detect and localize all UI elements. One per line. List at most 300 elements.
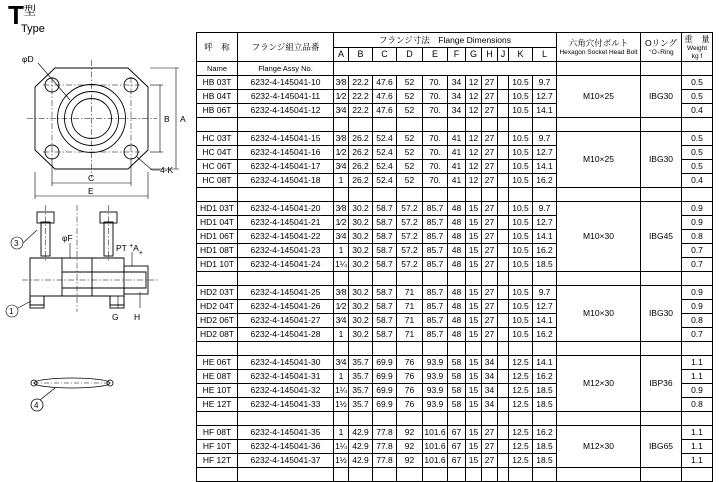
spacer-cell bbox=[197, 118, 238, 132]
cell-oring: IBP36 bbox=[641, 356, 682, 412]
cell-K: 12.5 bbox=[509, 398, 533, 412]
spacer-cell bbox=[682, 272, 713, 286]
spacer-cell bbox=[466, 188, 482, 202]
cell-E: 101.6 bbox=[423, 454, 448, 468]
spacer-cell bbox=[197, 412, 238, 426]
header-col-C: C bbox=[373, 48, 397, 62]
cell-B: 22.2 bbox=[349, 76, 373, 90]
cell-E: 85.7 bbox=[423, 314, 448, 328]
cell-G: 12 bbox=[466, 146, 482, 160]
spacer-cell bbox=[533, 412, 557, 426]
cell-B: 30.2 bbox=[349, 258, 373, 272]
cell-F: 67 bbox=[448, 440, 466, 454]
header-col-B: B bbox=[349, 48, 373, 62]
cell-G: 12 bbox=[466, 90, 482, 104]
spacer-cell bbox=[448, 342, 466, 356]
spacer-cell bbox=[533, 272, 557, 286]
spacer-cell bbox=[373, 118, 397, 132]
cell-H: 27 bbox=[482, 90, 498, 104]
page-title-sub: Type bbox=[21, 23, 45, 35]
cell-E: 93.9 bbox=[423, 356, 448, 370]
cell-D: 71 bbox=[397, 314, 423, 328]
cell-D: 57.2 bbox=[397, 202, 423, 216]
cell-H: 27 bbox=[482, 76, 498, 90]
cell-name: HB 03T bbox=[197, 76, 238, 90]
spacer-cell bbox=[557, 188, 641, 202]
spacer-cell bbox=[373, 342, 397, 356]
cell-weight: 1.1 bbox=[682, 370, 713, 384]
cell-D: 57.2 bbox=[397, 244, 423, 258]
spacer-cell bbox=[373, 412, 397, 426]
cell-L: 18.5 bbox=[533, 398, 557, 412]
header-col-F: F bbox=[448, 48, 466, 62]
cell-J bbox=[498, 230, 509, 244]
cell-F: 41 bbox=[448, 132, 466, 146]
header-name-jp: 呼 称 bbox=[197, 33, 238, 62]
cell-L: 18.5 bbox=[533, 258, 557, 272]
spacer-cell bbox=[466, 342, 482, 356]
spacer-cell bbox=[466, 118, 482, 132]
cell-weight: 0.5 bbox=[682, 132, 713, 146]
spacer-cell bbox=[448, 412, 466, 426]
cell-D: 52 bbox=[397, 90, 423, 104]
cell-bolt: M10×30 bbox=[557, 202, 641, 272]
cell-D: 92 bbox=[397, 454, 423, 468]
label-E: E bbox=[88, 186, 94, 196]
cell-B: 22.2 bbox=[349, 90, 373, 104]
cell-B: 26.2 bbox=[349, 160, 373, 174]
spacer-cell bbox=[641, 272, 682, 286]
cell-J bbox=[498, 286, 509, 300]
cell-oring: IBG30 bbox=[641, 286, 682, 342]
spacer-cell bbox=[498, 468, 509, 482]
cell-A: 3⁄4 bbox=[334, 230, 349, 244]
spacer-cell bbox=[238, 272, 334, 286]
cell-J bbox=[498, 258, 509, 272]
cell-H: 27 bbox=[482, 426, 498, 440]
cell-assy-no: 6232-4-145041-31 bbox=[238, 370, 334, 384]
cell-H: 27 bbox=[482, 230, 498, 244]
cell-oring: IBG45 bbox=[641, 202, 682, 272]
cell-F: 58 bbox=[448, 398, 466, 412]
spacer-cell bbox=[509, 118, 533, 132]
bolt-shank bbox=[104, 222, 113, 256]
cell-C: 52.4 bbox=[373, 174, 397, 188]
cell-weight: 0.8 bbox=[682, 314, 713, 328]
callout-3: 3 bbox=[14, 239, 19, 248]
spacer-cell bbox=[509, 188, 533, 202]
cell-G: 15 bbox=[466, 258, 482, 272]
cell-assy-no: 6232-4-145041-32 bbox=[238, 384, 334, 398]
cell-L: 12.7 bbox=[533, 216, 557, 230]
spacer-cell bbox=[238, 468, 334, 482]
header-bolt bbox=[557, 33, 641, 62]
spacer-cell bbox=[682, 342, 713, 356]
cell-B: 26.2 bbox=[349, 146, 373, 160]
cell-oring: IBG65 bbox=[641, 426, 682, 468]
header-col-K: K bbox=[509, 48, 533, 62]
label-H: H bbox=[134, 312, 141, 322]
cell-assy-no: 6232-4-145041-12 bbox=[238, 104, 334, 118]
cell-J bbox=[498, 202, 509, 216]
cell-B: 42.9 bbox=[349, 454, 373, 468]
cell-assy-no: 6232-4-145041-18 bbox=[238, 174, 334, 188]
spacer-cell bbox=[498, 272, 509, 286]
table-spacer-row bbox=[197, 272, 713, 286]
label-phiD: φD bbox=[22, 54, 34, 64]
cell-E: 93.9 bbox=[423, 398, 448, 412]
cell-G: 15 bbox=[466, 286, 482, 300]
spacer-cell bbox=[557, 342, 641, 356]
cell-C: 58.7 bbox=[373, 258, 397, 272]
page-title-main: $T^型$ bbox=[8, 0, 36, 30]
cell-E: 70. bbox=[423, 90, 448, 104]
cell-oring: IBG30 bbox=[641, 132, 682, 188]
cell-G: 15 bbox=[466, 244, 482, 258]
cell-name: HE 06T bbox=[197, 356, 238, 370]
cell-K: 10.5 bbox=[509, 146, 533, 160]
label-PT: PT $^+A_+$ bbox=[116, 242, 143, 257]
cell-H: 27 bbox=[482, 328, 498, 342]
cell-assy-no: 6232-4-145041-30 bbox=[238, 356, 334, 370]
cell-name: HD2 04T bbox=[197, 300, 238, 314]
cell-D: 52 bbox=[397, 146, 423, 160]
cell-name: HC 03T bbox=[197, 132, 238, 146]
spacer-cell bbox=[423, 188, 448, 202]
spacer-cell bbox=[498, 118, 509, 132]
cell-L: 9.7 bbox=[533, 132, 557, 146]
cell-A: 1⁄2 bbox=[334, 300, 349, 314]
header-assy-en: Flange Assy No. bbox=[238, 62, 334, 76]
cell-name: HC 04T bbox=[197, 146, 238, 160]
cell-name: HD1 04T bbox=[197, 216, 238, 230]
bolt-shank bbox=[41, 222, 50, 256]
cell-D: 71 bbox=[397, 328, 423, 342]
cell-F: 67 bbox=[448, 454, 466, 468]
cell-weight: 0.4 bbox=[682, 104, 713, 118]
cell-A: 1½ bbox=[334, 398, 349, 412]
spacer-cell bbox=[397, 188, 423, 202]
cell-assy-no: 6232-4-145041-28 bbox=[238, 328, 334, 342]
table-row[interactable] bbox=[197, 76, 713, 90]
cell-J bbox=[498, 356, 509, 370]
cell-G: 15 bbox=[466, 454, 482, 468]
cell-G: 15 bbox=[466, 230, 482, 244]
spacer-cell bbox=[682, 188, 713, 202]
cell-K: 12.5 bbox=[509, 440, 533, 454]
cell-name: HF 10T bbox=[197, 440, 238, 454]
cell-C: 52.4 bbox=[373, 160, 397, 174]
spacer-cell bbox=[334, 272, 349, 286]
spacer-cell bbox=[349, 342, 373, 356]
cell-E: 70. bbox=[423, 76, 448, 90]
cell-weight: 0.9 bbox=[682, 286, 713, 300]
cell-C: 58.7 bbox=[373, 230, 397, 244]
cell-E: 85.7 bbox=[423, 286, 448, 300]
cell-J bbox=[498, 440, 509, 454]
table-row[interactable] bbox=[197, 286, 713, 300]
cell-H: 34 bbox=[482, 398, 498, 412]
cell-weight: 1.1 bbox=[682, 454, 713, 468]
cell-C: 69.9 bbox=[373, 398, 397, 412]
cell-J bbox=[498, 132, 509, 146]
cell-G: 15 bbox=[466, 370, 482, 384]
cell-G: 15 bbox=[466, 356, 482, 370]
cell-J bbox=[498, 146, 509, 160]
cell-F: 48 bbox=[448, 244, 466, 258]
cell-A: 3⁄4 bbox=[334, 314, 349, 328]
cell-B: 30.2 bbox=[349, 244, 373, 258]
cell-K: 12.5 bbox=[509, 384, 533, 398]
cell-J bbox=[498, 454, 509, 468]
spacer-cell bbox=[197, 342, 238, 356]
cell-B: 26.2 bbox=[349, 132, 373, 146]
spacer-cell bbox=[423, 118, 448, 132]
cell-K: 10.5 bbox=[509, 258, 533, 272]
cell-C: 58.7 bbox=[373, 314, 397, 328]
table-spacer-row bbox=[197, 118, 713, 132]
cell-G: 12 bbox=[466, 160, 482, 174]
header-oring-jp: Oリング bbox=[645, 37, 677, 48]
cell-K: 10.5 bbox=[509, 76, 533, 90]
header-col-D: D bbox=[397, 48, 423, 62]
spacer-cell bbox=[533, 188, 557, 202]
cell-weight: 0.5 bbox=[682, 76, 713, 90]
technical-drawing-panel bbox=[0, 0, 196, 479]
spacer-cell bbox=[533, 468, 557, 482]
cell-weight: 0.4 bbox=[682, 174, 713, 188]
spacer-cell bbox=[397, 342, 423, 356]
cell-bolt: M12×30 bbox=[557, 356, 641, 412]
spacer-cell bbox=[397, 272, 423, 286]
cell-weight: 0.9 bbox=[682, 202, 713, 216]
cell-C: 58.7 bbox=[373, 286, 397, 300]
cell-K: 10.5 bbox=[509, 328, 533, 342]
spacer-cell bbox=[557, 118, 641, 132]
cell-assy-no: 6232-4-145041-35 bbox=[238, 426, 334, 440]
cell-D: 52 bbox=[397, 160, 423, 174]
cell-assy-no: 6232-4-145041-27 bbox=[238, 314, 334, 328]
cell-L: 18.5 bbox=[533, 454, 557, 468]
cell-E: 85.7 bbox=[423, 328, 448, 342]
cell-J bbox=[498, 174, 509, 188]
spacer-cell bbox=[238, 188, 334, 202]
cell-F: 48 bbox=[448, 300, 466, 314]
table-row[interactable] bbox=[197, 356, 713, 370]
cell-D: 52 bbox=[397, 76, 423, 90]
cell-C: 69.9 bbox=[373, 370, 397, 384]
cell-G: 15 bbox=[466, 426, 482, 440]
spacer-cell bbox=[349, 412, 373, 426]
spacer-cell bbox=[197, 468, 238, 482]
spacer-cell bbox=[448, 118, 466, 132]
cell-B: 30.2 bbox=[349, 202, 373, 216]
cell-J bbox=[498, 76, 509, 90]
spacer-cell bbox=[373, 468, 397, 482]
header-bolt-jp: 六角穴付ボルト bbox=[568, 37, 629, 48]
cell-G: 15 bbox=[466, 202, 482, 216]
cell-F: 48 bbox=[448, 216, 466, 230]
cell-H: 34 bbox=[482, 370, 498, 384]
spacer-cell bbox=[482, 342, 498, 356]
cell-assy-no: 6232-4-145041-37 bbox=[238, 454, 334, 468]
spacer-cell bbox=[509, 342, 533, 356]
spacer-cell bbox=[482, 272, 498, 286]
spacer-cell bbox=[641, 412, 682, 426]
cell-K: 12.5 bbox=[509, 370, 533, 384]
cell-J bbox=[498, 244, 509, 258]
header-col-H: H bbox=[482, 48, 498, 62]
header-flange-dimensions: フランジ寸法 Flange Dimensions bbox=[334, 33, 557, 48]
cell-F: 41 bbox=[448, 160, 466, 174]
header-bolt-en: Hexagon Socket Head Bolt bbox=[559, 48, 638, 56]
cell-C: 47.6 bbox=[373, 90, 397, 104]
cell-name: HE 10T bbox=[197, 384, 238, 398]
spacer-cell bbox=[466, 272, 482, 286]
spacer-cell bbox=[197, 272, 238, 286]
cell-G: 12 bbox=[466, 132, 482, 146]
cell-E: 85.7 bbox=[423, 244, 448, 258]
spacer-cell bbox=[334, 118, 349, 132]
cell-J bbox=[498, 104, 509, 118]
cell-weight: 0.5 bbox=[682, 146, 713, 160]
cell-name: HD2 06T bbox=[197, 314, 238, 328]
cell-A: 3⁄4 bbox=[334, 356, 349, 370]
header-col-E: E bbox=[423, 48, 448, 62]
cell-bolt: M10×25 bbox=[557, 76, 641, 118]
cell-C: 77.8 bbox=[373, 440, 397, 454]
cell-L: 14.1 bbox=[533, 160, 557, 174]
spacer-cell bbox=[509, 272, 533, 286]
cell-weight: 0.9 bbox=[682, 384, 713, 398]
cell-B: 30.2 bbox=[349, 300, 373, 314]
cell-J bbox=[498, 370, 509, 384]
header-col-J: J bbox=[498, 48, 509, 62]
cell-E: 85.7 bbox=[423, 202, 448, 216]
cell-F: 34 bbox=[448, 76, 466, 90]
spacer-cell bbox=[397, 412, 423, 426]
table-row[interactable] bbox=[197, 426, 713, 440]
cell-C: 58.7 bbox=[373, 328, 397, 342]
flange-drawing bbox=[0, 0, 196, 479]
cell-weight: 0.7 bbox=[682, 244, 713, 258]
cell-A: 3⁄4 bbox=[334, 160, 349, 174]
label-A: A bbox=[180, 114, 186, 124]
cell-L: 16.2 bbox=[533, 328, 557, 342]
cell-L: 18.5 bbox=[533, 384, 557, 398]
cell-K: 10.5 bbox=[509, 160, 533, 174]
cell-B: 30.2 bbox=[349, 314, 373, 328]
table-spacer-row bbox=[197, 188, 713, 202]
spacer-cell bbox=[423, 412, 448, 426]
cell-D: 92 bbox=[397, 426, 423, 440]
spacer-cell bbox=[641, 118, 682, 132]
cell-assy-no: 6232-4-145041-15 bbox=[238, 132, 334, 146]
spacer-cell bbox=[423, 468, 448, 482]
cell-G: 15 bbox=[466, 440, 482, 454]
cell-H: 27 bbox=[482, 132, 498, 146]
cell-G: 12 bbox=[466, 76, 482, 90]
cell-D: 76 bbox=[397, 356, 423, 370]
cell-L: 14.1 bbox=[533, 104, 557, 118]
cell-D: 57.2 bbox=[397, 216, 423, 230]
cell-H: 27 bbox=[482, 104, 498, 118]
cell-K: 10.5 bbox=[509, 244, 533, 258]
spacer-cell bbox=[498, 188, 509, 202]
cell-name: HC 06T bbox=[197, 160, 238, 174]
cell-B: 35.7 bbox=[349, 356, 373, 370]
cell-E: 101.6 bbox=[423, 426, 448, 440]
spacer-cell bbox=[482, 188, 498, 202]
header-weight bbox=[682, 33, 713, 62]
cell-assy-no: 6232-4-145041-17 bbox=[238, 160, 334, 174]
cell-G: 12 bbox=[466, 104, 482, 118]
spacer-cell bbox=[682, 118, 713, 132]
cell-weight: 0.5 bbox=[682, 160, 713, 174]
header-name-en: Name bbox=[197, 62, 238, 76]
cell-K: 10.5 bbox=[509, 90, 533, 104]
spacer-cell bbox=[397, 468, 423, 482]
cell-F: 58 bbox=[448, 370, 466, 384]
cell-E: 70. bbox=[423, 146, 448, 160]
cell-B: 30.2 bbox=[349, 216, 373, 230]
spacer-cell bbox=[448, 468, 466, 482]
cell-name: HC 08T bbox=[197, 174, 238, 188]
cell-B: 42.9 bbox=[349, 426, 373, 440]
cell-E: 70. bbox=[423, 132, 448, 146]
table-row[interactable] bbox=[197, 202, 713, 216]
cell-assy-no: 6232-4-145041-33 bbox=[238, 398, 334, 412]
spacer-cell bbox=[423, 272, 448, 286]
table-body bbox=[197, 76, 713, 482]
header-weight-en2: kg f bbox=[691, 52, 703, 60]
cell-bolt: M10×25 bbox=[557, 132, 641, 188]
cell-C: 77.8 bbox=[373, 454, 397, 468]
spacer-cell bbox=[557, 468, 641, 482]
cell-J bbox=[498, 314, 509, 328]
cell-A: 1¼ bbox=[334, 384, 349, 398]
cell-H: 27 bbox=[482, 300, 498, 314]
cell-B: 22.2 bbox=[349, 104, 373, 118]
table-row[interactable] bbox=[197, 132, 713, 146]
label-phiF: φF bbox=[62, 233, 73, 243]
cell-L: 14.1 bbox=[533, 356, 557, 370]
cell-G: 15 bbox=[466, 216, 482, 230]
cell-F: 34 bbox=[448, 104, 466, 118]
spacer-cell bbox=[349, 468, 373, 482]
cell-A: 1 bbox=[334, 244, 349, 258]
spacer-cell bbox=[197, 188, 238, 202]
cell-B: 26.2 bbox=[349, 174, 373, 188]
cell-F: 48 bbox=[448, 258, 466, 272]
header-weight-en1: Weight bbox=[686, 44, 708, 52]
cell-G: 15 bbox=[466, 384, 482, 398]
header-assy-jp: フランジ組立品番 bbox=[238, 33, 334, 62]
cell-G: 15 bbox=[466, 328, 482, 342]
cell-D: 52 bbox=[397, 132, 423, 146]
spacer-cell bbox=[373, 272, 397, 286]
cell-weight: 0.7 bbox=[682, 328, 713, 342]
cell-D: 76 bbox=[397, 370, 423, 384]
cell-weight: 0.5 bbox=[682, 90, 713, 104]
cell-assy-no: 6232-4-145041-11 bbox=[238, 90, 334, 104]
spacer-cell bbox=[334, 188, 349, 202]
cell-F: 58 bbox=[448, 356, 466, 370]
header-col-L: L bbox=[533, 48, 557, 62]
cell-weight: 1.1 bbox=[682, 356, 713, 370]
spacer-cell bbox=[557, 272, 641, 286]
spacer-cell bbox=[509, 468, 533, 482]
